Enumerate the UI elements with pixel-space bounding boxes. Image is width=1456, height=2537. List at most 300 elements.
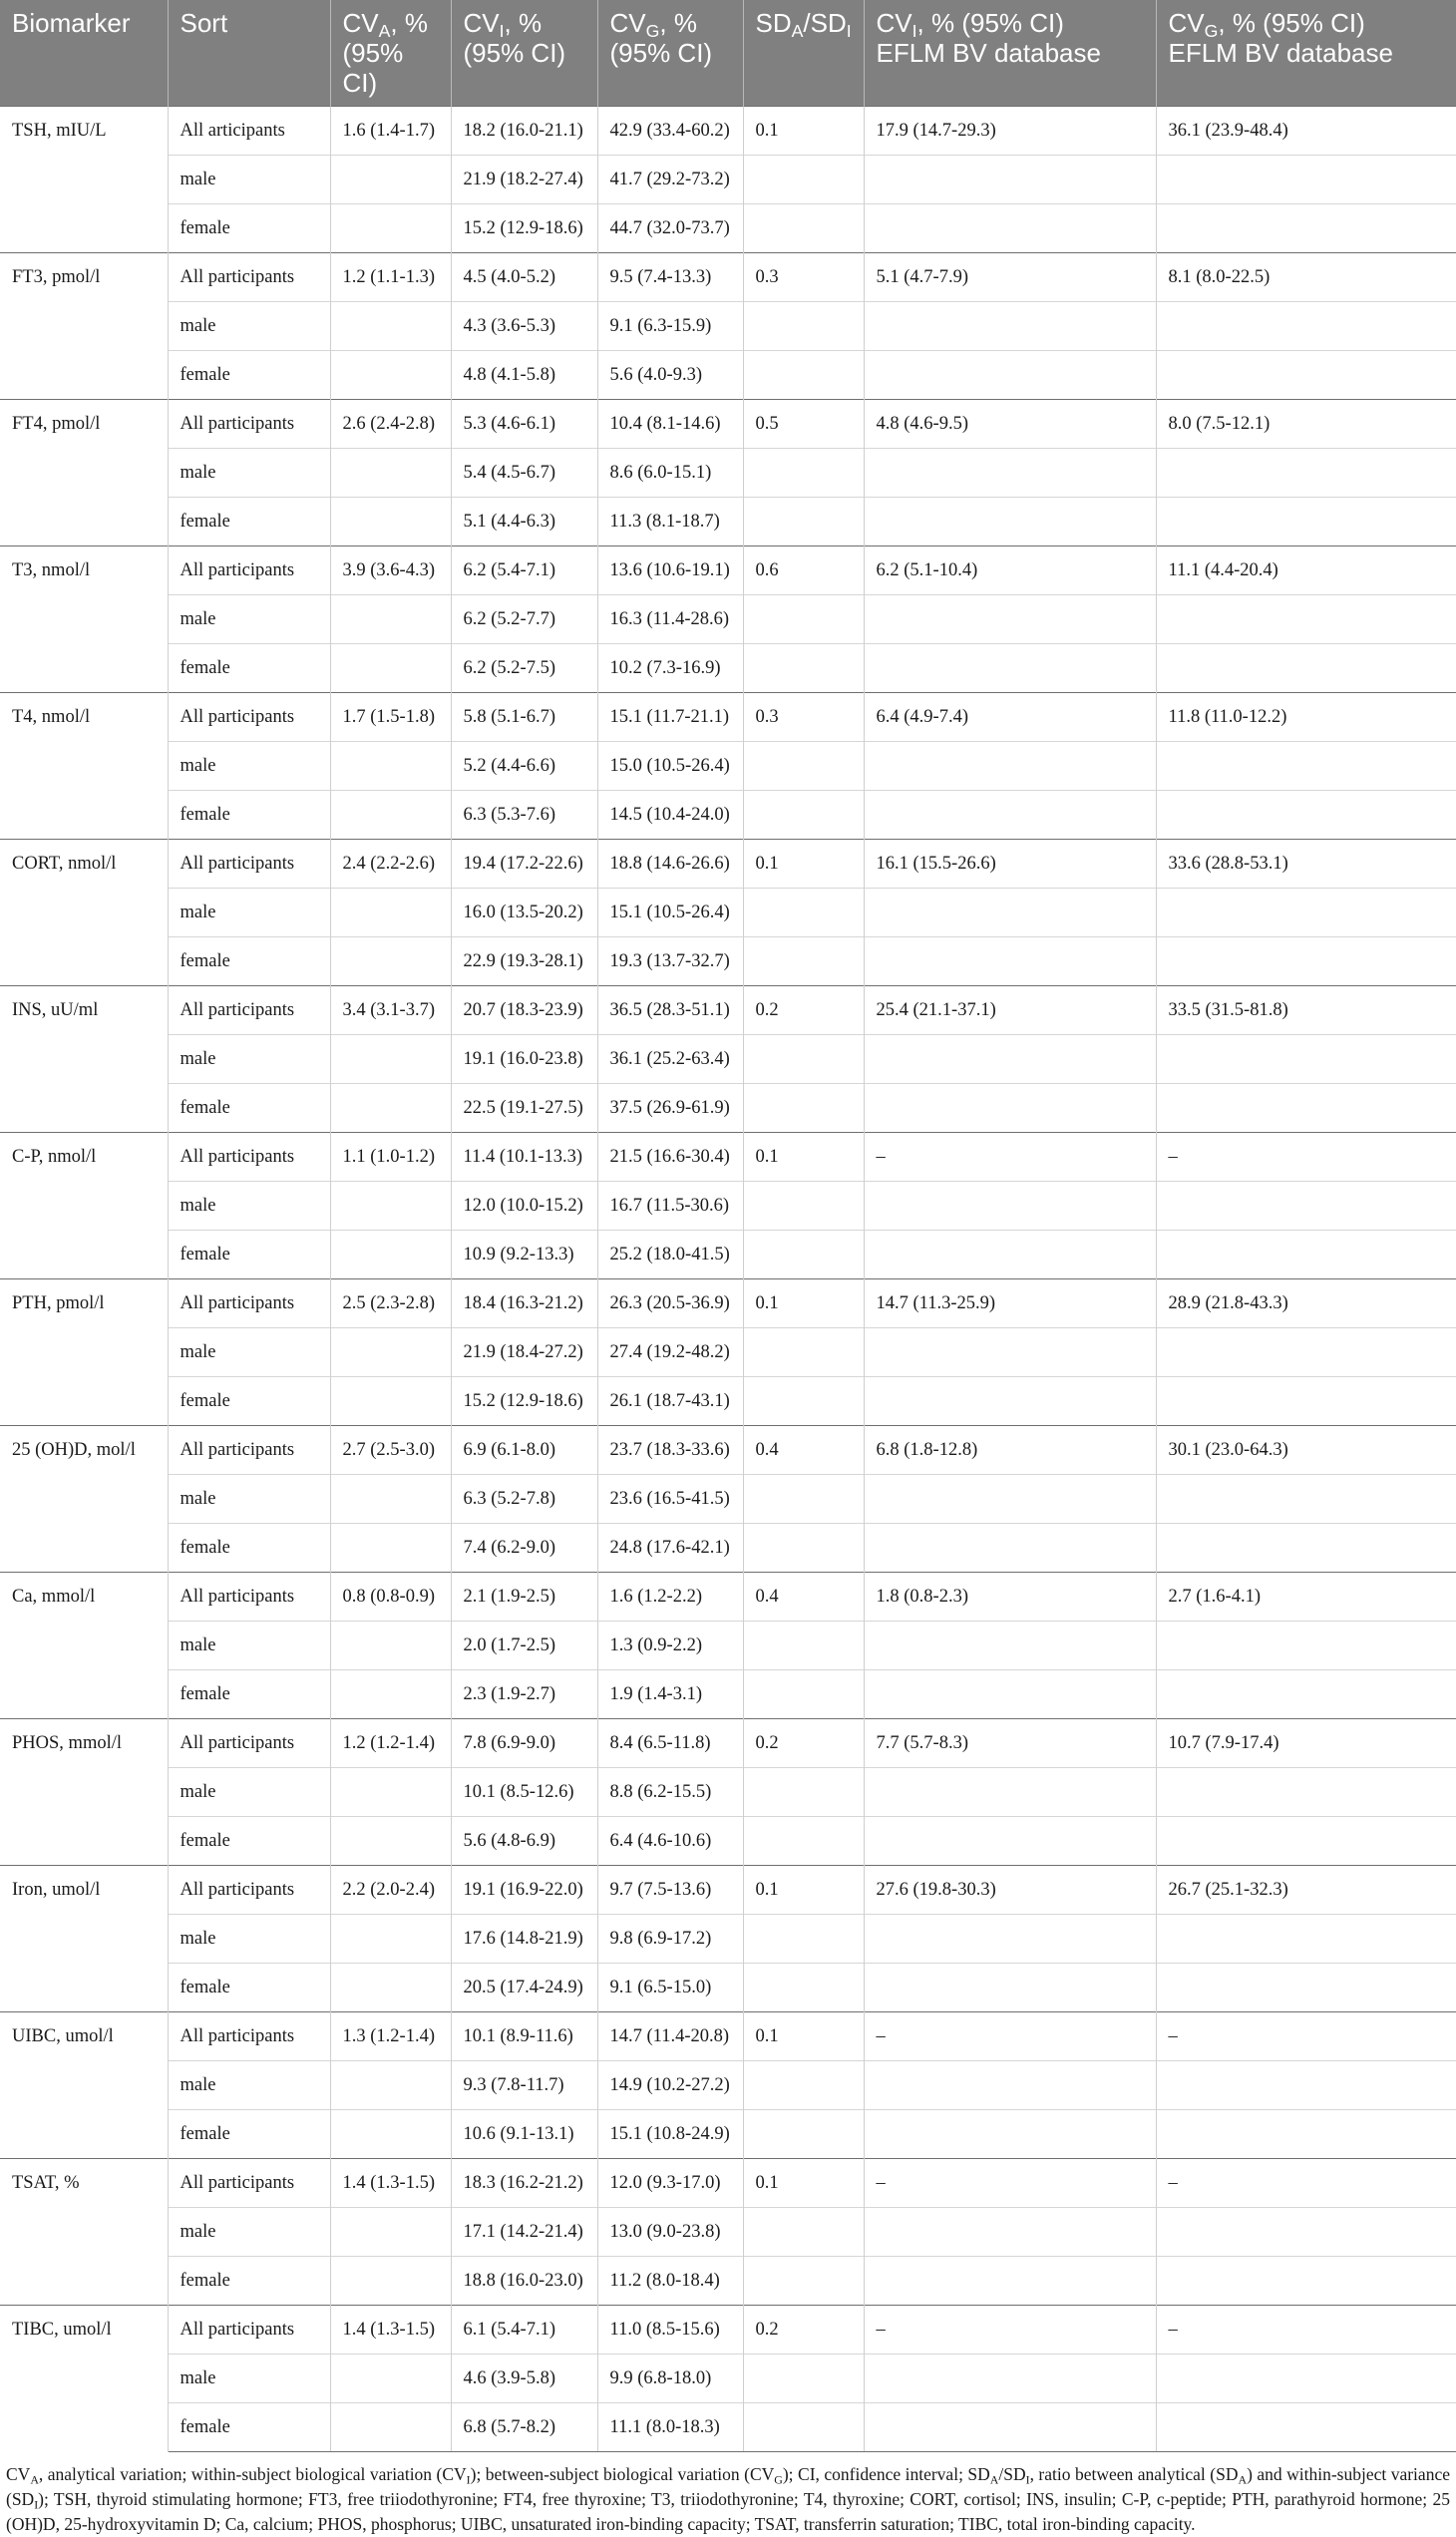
cvi-cell: 4.6 (3.9-5.8) — [451, 2355, 597, 2403]
cvi-cell: 11.4 (10.1-13.3) — [451, 1133, 597, 1182]
sd-ratio-cell — [743, 2110, 864, 2159]
cvi-eflm-cell — [864, 1182, 1156, 1231]
table-row — [0, 2012, 1456, 2061]
cvg-cell: 8.8 (6.2-15.5) — [597, 1768, 743, 1817]
cvg-cell: 24.8 (17.6-42.1) — [597, 1524, 743, 1573]
cva-cell: 2.6 (2.4-2.8) — [330, 400, 451, 449]
cvi-cell: 6.2 (5.2-7.7) — [451, 595, 597, 644]
cvg-cell: 11.2 (8.0-18.4) — [597, 2257, 743, 2306]
cvg-cell: 10.2 (7.3-16.9) — [597, 644, 743, 693]
cvi-eflm-cell — [864, 1377, 1156, 1426]
cvi-cell: 2.1 (1.9-2.5) — [451, 1573, 597, 1622]
cvi-eflm-cell — [864, 2257, 1156, 2306]
cvi-cell: 7.4 (6.2-9.0) — [451, 1524, 597, 1573]
cvg-cell: 14.7 (11.4-20.8) — [597, 2012, 743, 2061]
sort-cell: female — [168, 1817, 330, 1866]
cvg-eflm-cell: 11.1 (4.4-20.4) — [1156, 546, 1456, 595]
cvi-eflm-cell — [864, 351, 1156, 400]
footnote-text: , ratio between analytical (SD — [1029, 2464, 1239, 2484]
cva-cell: 1.2 (1.2-1.4) — [330, 1719, 451, 1768]
sd-ratio-cell: 0.2 — [743, 986, 864, 1035]
sort-cell: female — [168, 2403, 330, 2452]
cva-cell: 1.7 (1.5-1.8) — [330, 693, 451, 742]
cvi-cell: 21.9 (18.4-27.2) — [451, 1328, 597, 1377]
sort-cell: All participants — [168, 840, 330, 889]
cvg-cell: 9.5 (7.4-13.3) — [597, 253, 743, 302]
sd-ratio-cell — [743, 302, 864, 351]
sort-cell: female — [168, 937, 330, 986]
cvi-eflm-cell — [864, 1084, 1156, 1133]
cva-cell: 2.2 (2.0-2.4) — [330, 1866, 451, 1915]
cvi-cell: 2.3 (1.9-2.7) — [451, 1670, 597, 1719]
cvg-eflm-cell: 10.7 (7.9-17.4) — [1156, 1719, 1456, 1768]
cvg-eflm-cell — [1156, 2257, 1456, 2306]
cvi-cell: 2.0 (1.7-2.5) — [451, 1622, 597, 1670]
cva-cell — [330, 1035, 451, 1084]
cva-cell — [330, 351, 451, 400]
cvi-cell: 6.3 (5.3-7.6) — [451, 791, 597, 840]
footnote-text: /SD — [998, 2464, 1026, 2484]
cvg-cell: 9.7 (7.5-13.6) — [597, 1866, 743, 1915]
sd-ratio-cell: 0.1 — [743, 2012, 864, 2061]
sd-ratio-cell — [743, 1328, 864, 1377]
sd-ratio-cell: 0.4 — [743, 1573, 864, 1622]
cvi-eflm-cell — [864, 1768, 1156, 1817]
table-row — [0, 2208, 1456, 2257]
sd-ratio-cell — [743, 204, 864, 253]
cvg-eflm-cell — [1156, 1035, 1456, 1084]
cvg-eflm-cell — [1156, 1964, 1456, 2012]
header-cvg-eflm: $CV_G$, % (95% CI) EFLM BV database — [1156, 0, 1456, 107]
sort-cell: female — [168, 1231, 330, 1279]
sd-ratio-cell — [743, 1475, 864, 1524]
cvg-eflm-cell: 11.8 (11.0-12.2) — [1156, 693, 1456, 742]
cvg-cell: 10.4 (8.1-14.6) — [597, 400, 743, 449]
cvi-eflm-cell — [864, 2208, 1156, 2257]
sd-ratio-cell — [743, 1084, 864, 1133]
cvi-cell: 17.6 (14.8-21.9) — [451, 1915, 597, 1964]
sort-cell: All participants — [168, 1719, 330, 1768]
sd-ratio-cell: 0.2 — [743, 1719, 864, 1768]
sd-ratio-cell: 0.2 — [743, 2306, 864, 2355]
sort-cell: All participants — [168, 400, 330, 449]
sd-ratio-cell: 0.1 — [743, 107, 864, 156]
biomarker-cell: PHOS, mmol/l — [0, 1719, 168, 1866]
cvi-cell: 6.9 (6.1-8.0) — [451, 1426, 597, 1475]
table-row — [0, 302, 1456, 351]
cva-cell — [330, 498, 451, 546]
cva-cell — [330, 449, 451, 498]
cvg-cell: 13.6 (10.6-19.1) — [597, 546, 743, 595]
cvi-eflm-cell: – — [864, 2012, 1156, 2061]
biomarker-cell: Iron, umol/l — [0, 1866, 168, 2012]
cvi-eflm-cell: 4.8 (4.6-9.5) — [864, 400, 1156, 449]
sd-ratio-cell — [743, 889, 864, 937]
cva-cell: 1.6 (1.4-1.7) — [330, 107, 451, 156]
cva-cell: 3.9 (3.6-4.3) — [330, 546, 451, 595]
cvg-eflm-cell — [1156, 498, 1456, 546]
table-row — [0, 1182, 1456, 1231]
cvi-cell: 22.5 (19.1-27.5) — [451, 1084, 597, 1133]
sd-ratio-cell — [743, 937, 864, 986]
cvi-cell: 18.4 (16.3-21.2) — [451, 1279, 597, 1328]
cvg-cell: 6.4 (4.6-10.6) — [597, 1817, 743, 1866]
cvg-eflm-cell: 2.7 (1.6-4.1) — [1156, 1573, 1456, 1622]
cvg-cell: 15.1 (10.8-24.9) — [597, 2110, 743, 2159]
cvi-cell: 10.1 (8.5-12.6) — [451, 1768, 597, 1817]
cvg-eflm-cell: 30.1 (23.0-64.3) — [1156, 1426, 1456, 1475]
header-sd-ratio: $SD_A/SD_I$ — [743, 0, 864, 107]
cvg-cell: 1.3 (0.9-2.2) — [597, 1622, 743, 1670]
cvi-cell: 5.2 (4.4-6.6) — [451, 742, 597, 791]
biomarker-cell: CORT, nmol/l — [0, 840, 168, 986]
table-row — [0, 889, 1456, 937]
biomarker-cell: PTH, pmol/l — [0, 1279, 168, 1426]
footnote-text: ); CI, confidence interval; SD — [782, 2464, 990, 2484]
cvg-eflm-cell — [1156, 1670, 1456, 1719]
table-row — [0, 1866, 1456, 1915]
table-footnote — [0, 2452, 1456, 2537]
cvg-eflm-cell — [1156, 302, 1456, 351]
cvi-eflm-cell: 6.4 (4.9-7.4) — [864, 693, 1156, 742]
cvg-cell: 27.4 (19.2-48.2) — [597, 1328, 743, 1377]
cva-cell: 1.1 (1.0-1.2) — [330, 1133, 451, 1182]
cvg-cell: 36.5 (28.3-51.1) — [597, 986, 743, 1035]
table-row — [0, 1622, 1456, 1670]
sort-cell: male — [168, 1035, 330, 1084]
sort-cell: All participants — [168, 1866, 330, 1915]
cvi-eflm-cell — [864, 1231, 1156, 1279]
cva-cell: 1.3 (1.2-1.4) — [330, 2012, 451, 2061]
sort-cell: All articipants — [168, 107, 330, 156]
cvi-eflm-cell: – — [864, 2306, 1156, 2355]
sd-ratio-cell — [743, 1231, 864, 1279]
sort-cell: male — [168, 1768, 330, 1817]
cvi-cell: 15.2 (12.9-18.6) — [451, 204, 597, 253]
cvi-cell: 6.2 (5.2-7.5) — [451, 644, 597, 693]
table-row — [0, 351, 1456, 400]
table-row — [0, 1328, 1456, 1377]
footnote-subscript: A — [989, 2472, 999, 2487]
cvi-cell: 16.0 (13.5-20.2) — [451, 889, 597, 937]
header-cvi: $CV_I$, % (95% CI) — [451, 0, 597, 107]
cvi-eflm-cell: 5.1 (4.7-7.9) — [864, 253, 1156, 302]
cva-cell — [330, 2257, 451, 2306]
table-row — [0, 1670, 1456, 1719]
sort-cell: All participants — [168, 2306, 330, 2355]
table-header-row — [0, 0, 1456, 107]
cvi-cell: 10.1 (8.9-11.6) — [451, 2012, 597, 2061]
sort-cell: All participants — [168, 1426, 330, 1475]
biomarker-cell: TSH, mIU/L — [0, 107, 168, 253]
footnote-text: ); between-subject biological variation (CV — [470, 2464, 775, 2484]
cvi-eflm-cell — [864, 2061, 1156, 2110]
cvi-eflm-cell: 1.8 (0.8-2.3) — [864, 1573, 1156, 1622]
cvg-eflm-cell: – — [1156, 2012, 1456, 2061]
cva-cell — [330, 1084, 451, 1133]
sort-cell: female — [168, 1084, 330, 1133]
cvg-cell: 16.3 (11.4-28.6) — [597, 595, 743, 644]
cva-cell — [330, 1231, 451, 1279]
cvg-cell: 9.8 (6.9-17.2) — [597, 1915, 743, 1964]
cvg-eflm-cell — [1156, 1768, 1456, 1817]
cva-cell — [330, 204, 451, 253]
table-row — [0, 1524, 1456, 1573]
cvi-cell: 21.9 (18.2-27.4) — [451, 156, 597, 204]
sd-ratio-cell: 0.4 — [743, 1426, 864, 1475]
sd-ratio-cell — [743, 1817, 864, 1866]
table-row — [0, 1279, 1456, 1328]
cva-cell — [330, 1622, 451, 1670]
sort-cell: female — [168, 1377, 330, 1426]
table-row — [0, 400, 1456, 449]
cvg-cell: 16.7 (11.5-30.6) — [597, 1182, 743, 1231]
cvg-eflm-cell: 8.1 (8.0-22.5) — [1156, 253, 1456, 302]
table-row — [0, 1475, 1456, 1524]
table-row — [0, 1035, 1456, 1084]
table-row — [0, 693, 1456, 742]
sd-ratio-cell — [743, 2257, 864, 2306]
cvg-eflm-cell: 26.7 (25.1-32.3) — [1156, 1866, 1456, 1915]
cvi-eflm-cell — [864, 1622, 1156, 1670]
header-cvi-eflm: $CV_I$, % (95% CI) EFLM BV database — [864, 0, 1156, 107]
table-row — [0, 1426, 1456, 1475]
cvg-cell: 8.4 (6.5-11.8) — [597, 1719, 743, 1768]
sd-ratio-cell: 0.3 — [743, 253, 864, 302]
sort-cell: male — [168, 1915, 330, 1964]
sd-ratio-cell — [743, 1964, 864, 2012]
table-row — [0, 1719, 1456, 1768]
cvi-cell: 18.8 (16.0-23.0) — [451, 2257, 597, 2306]
cvg-eflm-cell: 33.6 (28.8-53.1) — [1156, 840, 1456, 889]
cvi-eflm-cell: 27.6 (19.8-30.3) — [864, 1866, 1156, 1915]
cva-cell — [330, 791, 451, 840]
biomarker-cell: C-P, nmol/l — [0, 1133, 168, 1279]
cva-cell: 1.4 (1.3-1.5) — [330, 2159, 451, 2208]
cva-cell — [330, 2110, 451, 2159]
cva-cell — [330, 302, 451, 351]
table-row — [0, 2110, 1456, 2159]
footnote-text: , analytical variation; within-subject biological variation (CV — [38, 2464, 467, 2484]
cvi-eflm-cell: 6.8 (1.8-12.8) — [864, 1426, 1156, 1475]
cvi-cell: 17.1 (14.2-21.4) — [451, 2208, 597, 2257]
cvg-cell: 36.1 (25.2-63.4) — [597, 1035, 743, 1084]
sort-cell: male — [168, 2355, 330, 2403]
sd-ratio-cell — [743, 1622, 864, 1670]
sd-ratio-cell — [743, 644, 864, 693]
cvi-cell: 15.2 (12.9-18.6) — [451, 1377, 597, 1426]
cvg-eflm-cell — [1156, 1084, 1456, 1133]
sort-cell: All participants — [168, 986, 330, 1035]
sd-ratio-cell — [743, 1035, 864, 1084]
table-row — [0, 1231, 1456, 1279]
cvg-eflm-cell: 28.9 (21.8-43.3) — [1156, 1279, 1456, 1328]
cvg-eflm-cell — [1156, 2208, 1456, 2257]
sd-ratio-cell — [743, 1377, 864, 1426]
table-row — [0, 156, 1456, 204]
cvg-cell: 9.1 (6.3-15.9) — [597, 302, 743, 351]
cva-cell: 0.8 (0.8-0.9) — [330, 1573, 451, 1622]
cvg-cell: 23.7 (18.3-33.6) — [597, 1426, 743, 1475]
sd-ratio-cell: 0.5 — [743, 400, 864, 449]
table-row — [0, 1915, 1456, 1964]
cva-cell — [330, 1768, 451, 1817]
cvi-cell: 7.8 (6.9-9.0) — [451, 1719, 597, 1768]
footnote-subscript: A — [30, 2472, 39, 2487]
biomarker-cell: UIBC, umol/l — [0, 2012, 168, 2159]
cvg-cell: 26.3 (20.5-36.9) — [597, 1279, 743, 1328]
cva-cell — [330, 1817, 451, 1866]
header-biomarker: Biomarker — [0, 0, 168, 107]
cvg-eflm-cell — [1156, 1915, 1456, 1964]
cvg-cell: 1.6 (1.2-2.2) — [597, 1573, 743, 1622]
biomarker-cell: T4, nmol/l — [0, 693, 168, 840]
sd-ratio-cell — [743, 1524, 864, 1573]
cvi-eflm-cell — [864, 449, 1156, 498]
footnote-subscript: G — [774, 2472, 783, 2487]
cvg-cell: 25.2 (18.0-41.5) — [597, 1231, 743, 1279]
cva-cell — [330, 937, 451, 986]
table-row — [0, 791, 1456, 840]
sort-cell: female — [168, 2257, 330, 2306]
sd-ratio-cell: 0.1 — [743, 1866, 864, 1915]
cvg-cell: 12.0 (9.3-17.0) — [597, 2159, 743, 2208]
cvi-eflm-cell — [864, 1475, 1156, 1524]
sort-cell: male — [168, 2061, 330, 2110]
sd-ratio-cell — [743, 1182, 864, 1231]
cvg-cell: 8.6 (6.0-15.1) — [597, 449, 743, 498]
cvg-cell: 23.6 (16.5-41.5) — [597, 1475, 743, 1524]
cvi-cell: 5.3 (4.6-6.1) — [451, 400, 597, 449]
cva-cell: 2.7 (2.5-3.0) — [330, 1426, 451, 1475]
cvg-eflm-cell: – — [1156, 1133, 1456, 1182]
cvi-cell: 10.9 (9.2-13.3) — [451, 1231, 597, 1279]
cva-cell — [330, 2208, 451, 2257]
sort-cell: All participants — [168, 1573, 330, 1622]
cvg-eflm-cell — [1156, 1182, 1456, 1231]
cvi-eflm-cell: 7.7 (5.7-8.3) — [864, 1719, 1156, 1768]
cva-cell: 2.5 (2.3-2.8) — [330, 1279, 451, 1328]
sd-ratio-cell — [743, 351, 864, 400]
table-row — [0, 1084, 1456, 1133]
cvi-eflm-cell — [864, 302, 1156, 351]
sd-ratio-cell — [743, 2061, 864, 2110]
cvg-eflm-cell: 8.0 (7.5-12.1) — [1156, 400, 1456, 449]
table-row — [0, 1817, 1456, 1866]
cvi-cell: 9.3 (7.8-11.7) — [451, 2061, 597, 2110]
cvg-eflm-cell — [1156, 742, 1456, 791]
cva-cell — [330, 1964, 451, 2012]
cvi-eflm-cell — [864, 791, 1156, 840]
sort-cell: All participants — [168, 546, 330, 595]
cvi-cell: 5.4 (4.5-6.7) — [451, 449, 597, 498]
cvg-cell: 1.9 (1.4-3.1) — [597, 1670, 743, 1719]
cvg-cell: 41.7 (29.2-73.2) — [597, 156, 743, 204]
table-row — [0, 449, 1456, 498]
cvi-eflm-cell — [864, 2110, 1156, 2159]
header-sort: Sort — [168, 0, 330, 107]
cvg-eflm-cell — [1156, 1328, 1456, 1377]
footnote-subscript: I — [34, 2497, 39, 2512]
sort-cell: male — [168, 156, 330, 204]
sd-ratio-cell — [743, 498, 864, 546]
sort-cell: All participants — [168, 693, 330, 742]
cvg-eflm-cell — [1156, 449, 1456, 498]
cvi-cell: 18.3 (16.2-21.2) — [451, 2159, 597, 2208]
biomarker-cell: T3, nmol/l — [0, 546, 168, 693]
footnote-subscript: I — [466, 2472, 471, 2487]
sort-cell: female — [168, 1670, 330, 1719]
cvg-eflm-cell — [1156, 1231, 1456, 1279]
cvg-eflm-cell: 33.5 (31.5-81.8) — [1156, 986, 1456, 1035]
cvi-cell: 6.2 (5.4-7.1) — [451, 546, 597, 595]
cva-cell — [330, 1328, 451, 1377]
sort-cell: female — [168, 351, 330, 400]
cvg-eflm-cell — [1156, 1817, 1456, 1866]
cvi-eflm-cell — [864, 1035, 1156, 1084]
cva-cell — [330, 2403, 451, 2452]
table-row — [0, 742, 1456, 791]
cva-cell — [330, 1915, 451, 1964]
cvi-eflm-cell — [864, 1817, 1156, 1866]
cvg-cell: 21.5 (16.6-30.4) — [597, 1133, 743, 1182]
cvi-cell: 6.3 (5.2-7.8) — [451, 1475, 597, 1524]
cvg-cell: 42.9 (33.4-60.2) — [597, 107, 743, 156]
cvi-eflm-cell — [864, 2403, 1156, 2452]
cvg-cell: 11.0 (8.5-15.6) — [597, 2306, 743, 2355]
footnote-text: ) and within-subject variance (SD — [6, 2464, 1450, 2509]
cvi-eflm-cell — [864, 644, 1156, 693]
cvi-cell: 6.8 (5.7-8.2) — [451, 2403, 597, 2452]
cva-cell — [330, 2061, 451, 2110]
cvi-cell: 4.5 (4.0-5.2) — [451, 253, 597, 302]
cva-cell — [330, 644, 451, 693]
cvi-eflm-cell — [864, 1964, 1156, 2012]
table-row — [0, 840, 1456, 889]
cva-cell — [330, 1182, 451, 1231]
cvg-cell: 37.5 (26.9-61.9) — [597, 1084, 743, 1133]
cvg-eflm-cell — [1156, 204, 1456, 253]
biomarker-cell: Ca, mmol/l — [0, 1573, 168, 1719]
cva-cell: 1.2 (1.1-1.3) — [330, 253, 451, 302]
cvi-eflm-cell: 17.9 (14.7-29.3) — [864, 107, 1156, 156]
cvi-eflm-cell — [864, 1524, 1156, 1573]
cvg-eflm-cell — [1156, 889, 1456, 937]
cva-cell — [330, 1670, 451, 1719]
sd-ratio-cell: 0.1 — [743, 840, 864, 889]
sd-ratio-cell — [743, 2403, 864, 2452]
sd-ratio-cell: 0.3 — [743, 693, 864, 742]
cvi-eflm-cell — [864, 742, 1156, 791]
cvg-cell: 14.5 (10.4-24.0) — [597, 791, 743, 840]
sd-ratio-cell — [743, 1670, 864, 1719]
sort-cell: female — [168, 204, 330, 253]
table-row — [0, 546, 1456, 595]
sort-cell: female — [168, 1964, 330, 2012]
cvg-eflm-cell: 36.1 (23.9-48.4) — [1156, 107, 1456, 156]
sd-ratio-cell: 0.1 — [743, 1279, 864, 1328]
sort-cell: male — [168, 595, 330, 644]
cvg-eflm-cell — [1156, 351, 1456, 400]
cvg-eflm-cell — [1156, 1377, 1456, 1426]
cvg-cell: 13.0 (9.0-23.8) — [597, 2208, 743, 2257]
sd-ratio-cell: 0.1 — [743, 1133, 864, 1182]
cvi-eflm-cell — [864, 204, 1156, 253]
cvg-eflm-cell — [1156, 644, 1456, 693]
cvi-cell: 5.6 (4.8-6.9) — [451, 1817, 597, 1866]
cvg-eflm-cell — [1156, 2110, 1456, 2159]
cvi-eflm-cell — [864, 2355, 1156, 2403]
